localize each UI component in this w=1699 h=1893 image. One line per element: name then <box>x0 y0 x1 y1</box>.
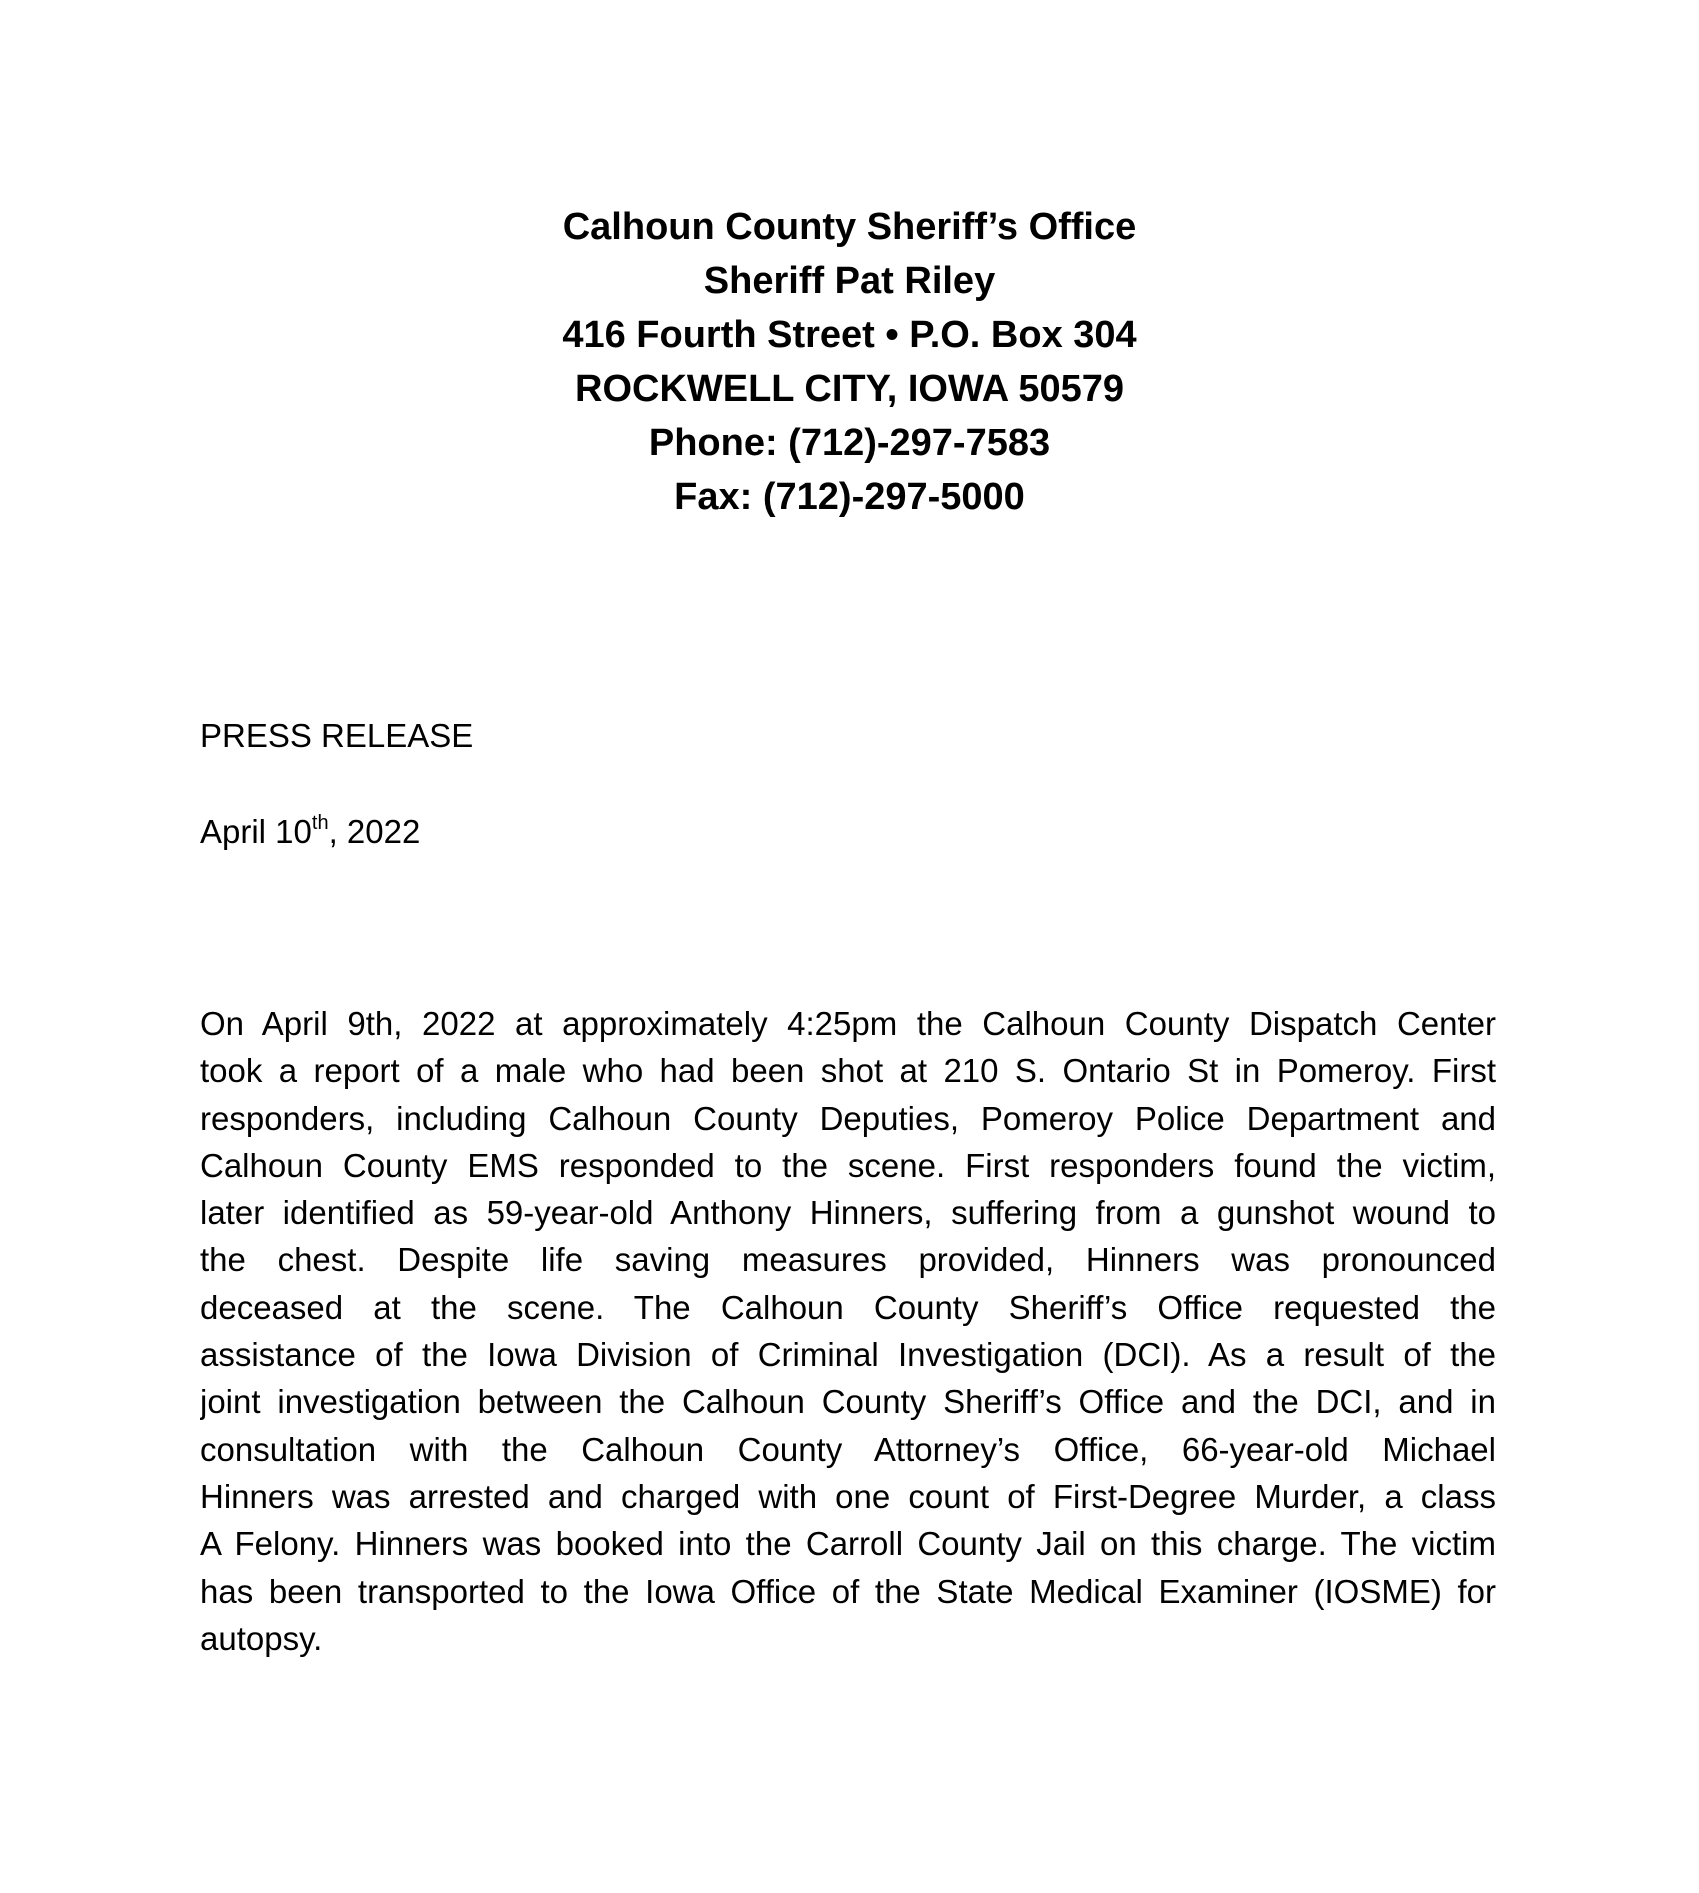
body-line: Calhoun County EMS responded to the scene. First responders found the victim, <box>200 1146 1496 1184</box>
office-name: Calhoun County Sheriff’s Office <box>562 206 1137 248</box>
release-date-ordinal: th <box>311 812 329 834</box>
body-line: has been transported to the Iowa Office of the State Medical Examiner (IOSME) for <box>200 1572 1496 1610</box>
phone-number: Phone: (712)-297-7583 <box>648 422 1051 464</box>
release-body <box>200 1000 1496 1662</box>
body-line: responders, including Calhoun County Deputies, Pomeroy Police Department and <box>200 1099 1496 1137</box>
fax-number: Fax: (712)-297-5000 <box>674 476 1025 518</box>
body-line: consultation with the Calhoun County Attorney’s Office, 66-year-old Michael <box>200 1430 1496 1468</box>
press-release-label: PRESS RELEASE <box>200 717 474 754</box>
release-date-prefix: April 10 <box>200 813 312 850</box>
release-date <box>200 812 420 852</box>
body-line: deceased at the scene. The Calhoun County Sheriff’s Office requested the <box>200 1288 1496 1326</box>
body-line: autopsy. <box>200 1619 323 1657</box>
letterhead <box>0 200 1699 524</box>
body-line: the chest. Despite life saving measures provided, Hinners was pronounced <box>200 1241 1496 1279</box>
body-line: joint investigation between the Calhoun County Sheriff’s Office and the DCI, and in <box>200 1383 1496 1421</box>
release-date-year: , 2022 <box>328 813 421 850</box>
city-state-zip: ROCKWELL CITY, IOWA 50579 <box>575 368 1124 410</box>
body-line: later identified as 59-year-old Anthony Hinners, suffering from a gunshot wound to <box>200 1194 1496 1232</box>
body-line: A Felony. Hinners was booked into the Carroll County Jail on this charge. The victim <box>200 1525 1496 1563</box>
sheriff-name: Sheriff Pat Riley <box>703 260 996 302</box>
body-line: took a report of a male who had been shot at 210 S. Ontario St in Pomeroy. First <box>200 1052 1496 1090</box>
body-line: On April 9th, 2022 at approximately 4:25pm the Calhoun County Dispatch Center <box>200 1005 1496 1042</box>
body-line: Hinners was arrested and charged with one count of First-Degree Murder, a class <box>200 1477 1496 1515</box>
body-line: assistance of the Iowa Division of Criminal Investigation (DCI). As a result of the <box>200 1336 1496 1374</box>
street-address: 416 Fourth Street • P.O. Box 304 <box>562 314 1137 356</box>
